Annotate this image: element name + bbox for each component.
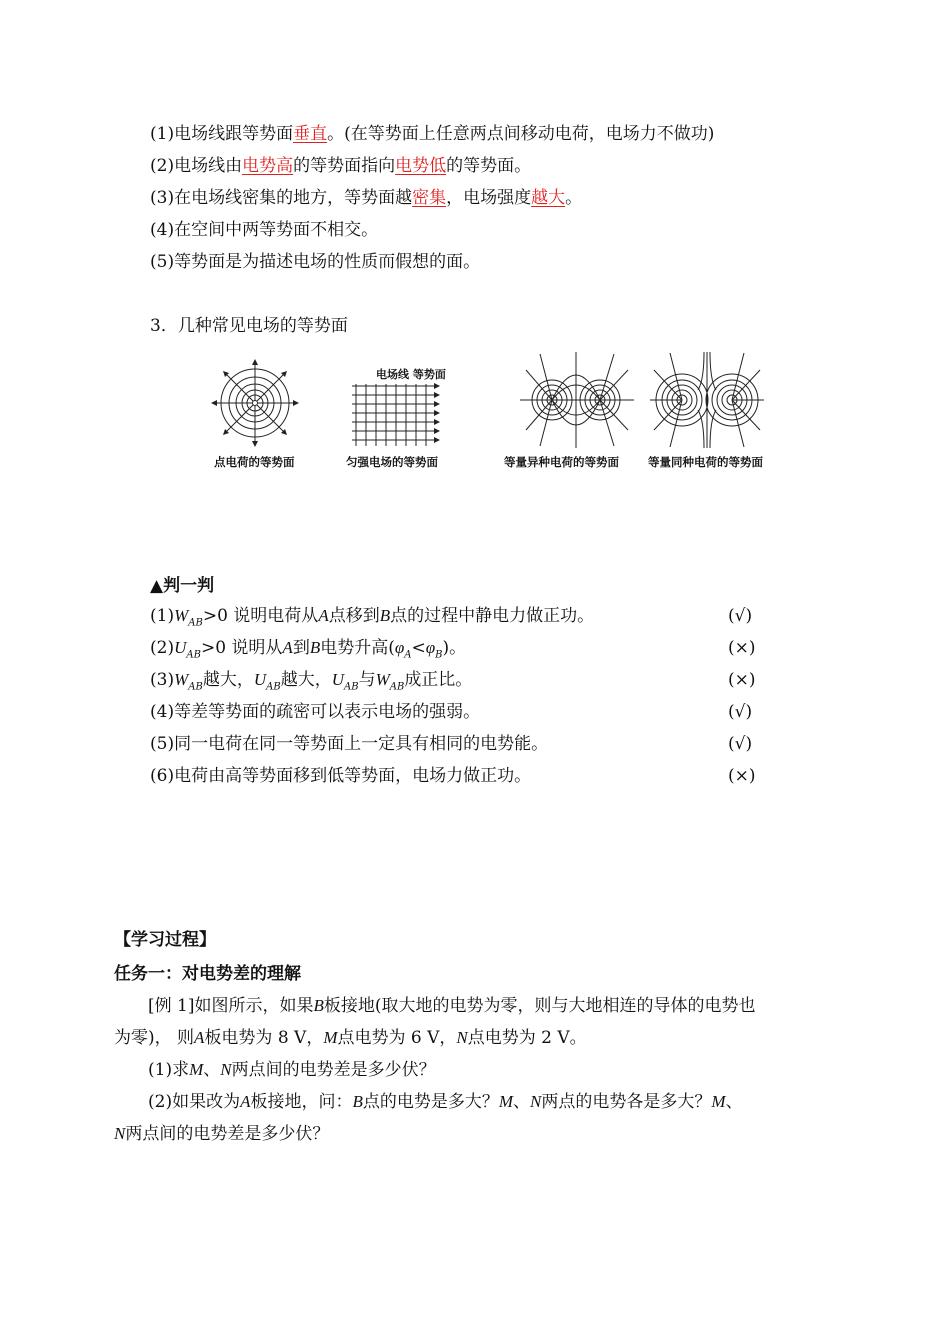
judge-title: ▲判一判 — [150, 576, 215, 596]
answer-blank: 电势低 — [395, 156, 447, 176]
property-1: (1)电场线跟等势面垂直。(在等势面上任意两点间移动电荷，电场力不做功) — [150, 124, 715, 144]
property-4: (4)在空间中两等势面不相交。 — [150, 220, 379, 240]
judge-item-4: (4)等差等势面的疏密可以表示电场的强弱。 — [150, 702, 481, 722]
judge-item-1: $(1)W_{AB}>0$ 说明电荷从A点移到B点的过程中静电力做正功。 — [150, 606, 595, 629]
question-1: (1)求M、N两点间的电势差是多少伏？ — [148, 1060, 436, 1080]
uniform-field-diagram — [350, 382, 442, 448]
like-charges-diagram — [648, 350, 766, 450]
answer-blank: 电势高 — [242, 156, 294, 176]
judge-mark-6: (×) — [728, 766, 756, 786]
caption-like-charges: 等量同种电荷的等势面 — [648, 455, 763, 469]
judge-item-3: $(3)W_{AB}$越大，$U_{AB}$越大，$U_{AB}$与$W_{AB}$成正比。 — [150, 670, 473, 693]
judge-mark-5: (√) — [728, 734, 753, 754]
property-2: (2)电场线由电势高的等势面指向电势低的等势面。 — [150, 156, 532, 176]
opposite-charges-diagram — [518, 350, 636, 450]
caption-point-charge: 点电荷的等势面 — [214, 455, 295, 469]
judge-mark-3: (×) — [728, 670, 756, 690]
question-2: (2)如果改为A板接地，问：B点的电势是多大？M、N两点的电势各是多大？M、 — [148, 1092, 743, 1112]
question-2-cont: N两点间的电势差是多少伏？ — [114, 1124, 330, 1144]
answer-blank: 垂直 — [293, 124, 328, 144]
judge-item-5: (5)同一电荷在同一等势面上一定具有相同的电势能。 — [150, 734, 549, 754]
example-line-1: [例 1]如图所示，如果B板接地(取大地的电势为零，则与大地相连的导体的电势也 — [148, 996, 756, 1016]
judge-mark-4: (√) — [728, 702, 753, 722]
judge-item-2: $(2)U_{AB}>0$ 说明从A到B电势升高$(\varphi_A<\varphi_B)$。 — [150, 638, 467, 661]
judge-mark-1: (√) — [728, 606, 753, 626]
figure-label: 电场线 等势面 — [376, 368, 446, 381]
section-3-title: 3．几种常见电场的等势面 — [150, 316, 348, 336]
judge-mark-2: (×) — [728, 638, 756, 658]
answer-blank: 密集 — [412, 188, 447, 208]
equipotential-figures — [200, 348, 800, 478]
caption-opposite-charges: 等量异种电荷的等势面 — [504, 455, 619, 469]
answer-blank: 越大 — [531, 188, 566, 208]
example-line-2: 为零)， 则A板电势为 8 V，M点电势为 6 V，N点电势为 2 V。 — [114, 1028, 587, 1048]
point-charge-diagram — [208, 356, 302, 450]
property-5: (5)等势面是为描述电场的性质而假想的面。 — [150, 252, 481, 272]
caption-uniform-field: 匀强电场的等势面 — [346, 455, 438, 469]
judge-item-6: (6)电荷由高等势面移到低等势面，电场力做正功。 — [150, 766, 532, 786]
process-header: 【学习过程】 — [114, 930, 216, 950]
property-3: (3)在电场线密集的地方，等势面越密集，电场强度越大。 — [150, 188, 583, 208]
task-title: 任务一：对电势差的理解 — [114, 964, 301, 984]
